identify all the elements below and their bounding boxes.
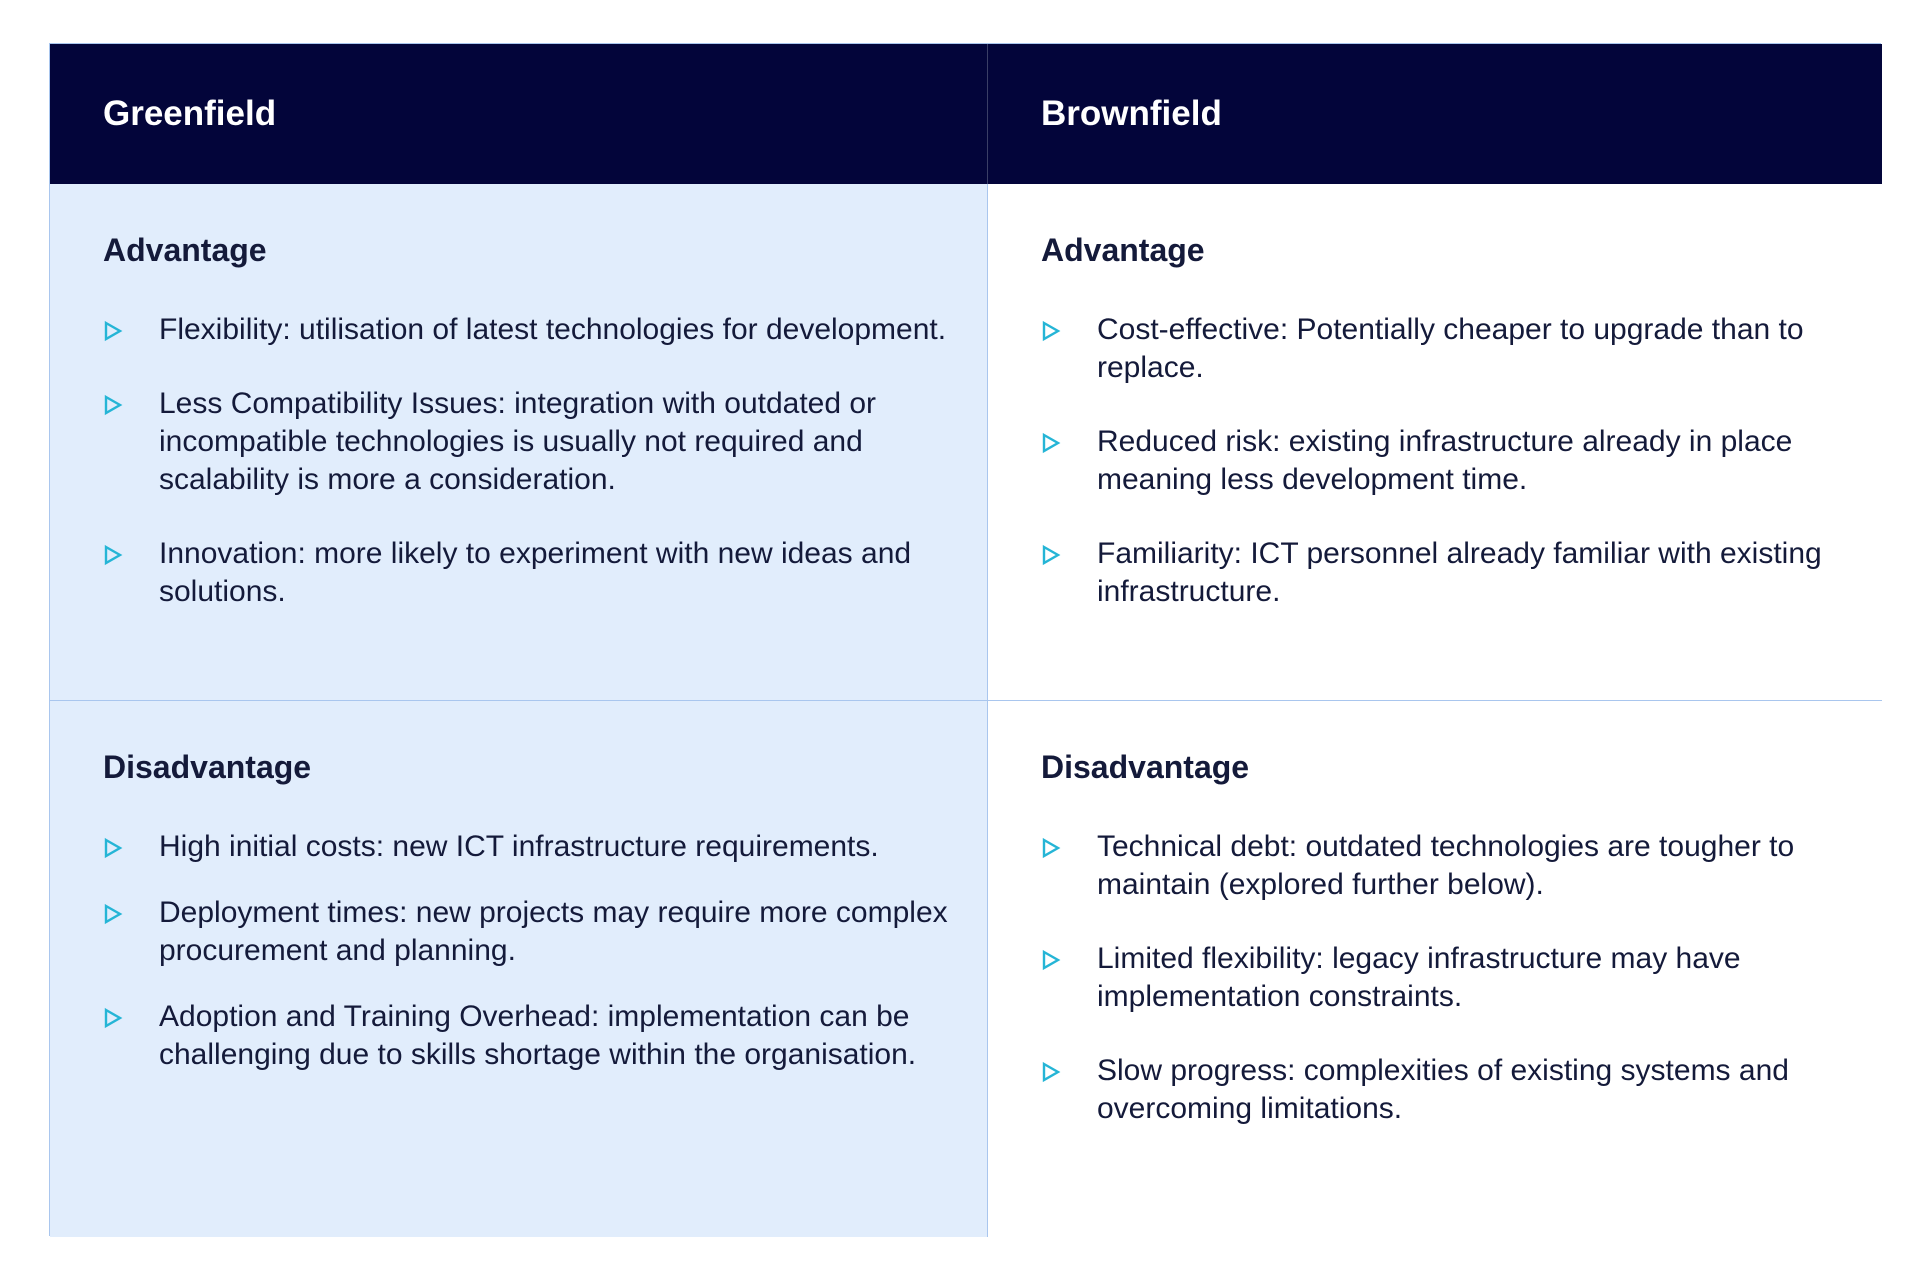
triangle-right-outline-icon	[1041, 828, 1097, 859]
triangle-right-outline-icon	[1041, 535, 1097, 566]
list-item-text: Less Compatibility Issues: integration with outdated or incompatible technologies is usually not required and scalability is more a consideration.	[159, 386, 877, 496]
brownfield-disadvantage-cell	[988, 701, 1882, 1237]
list-item-text: Innovation: more likely to experiment with new ideas and solutions.	[159, 536, 912, 608]
list-item	[1041, 535, 1864, 611]
header-brownfield: Brownfield	[988, 44, 1882, 184]
triangle-right-outline-icon	[103, 311, 159, 342]
header-greenfield: Greenfield	[50, 44, 988, 184]
section-title: Disadvantage	[103, 749, 312, 785]
list-item-text: Reduced risk: existing infrastructure already in place meaning less development time.	[1097, 424, 1793, 496]
triangle-right-outline-icon	[103, 535, 159, 566]
list-item	[103, 894, 969, 970]
list-item-text: Flexibility: utilisation of latest technologies for development.	[159, 312, 947, 346]
list-item-text: Familiarity: ICT personnel already familiar with existing infrastructure.	[1097, 536, 1822, 608]
list-item	[1041, 828, 1864, 904]
list-item-text: Deployment times: new projects may require more complex procurement and planning.	[159, 895, 948, 967]
list-item-text: Technical debt: outdated technologies are tougher to maintain (explored further below).	[1097, 829, 1795, 901]
bullet-list	[103, 311, 969, 611]
bullet-list	[1041, 828, 1864, 1128]
triangle-right-outline-icon	[1041, 940, 1097, 971]
list-item-text: Cost-effective: Potentially cheaper to upgrade than to replace.	[1097, 312, 1804, 384]
section-title: Advantage	[103, 232, 267, 268]
bullet-list	[103, 828, 969, 1074]
list-item	[103, 998, 969, 1074]
brownfield-advantage-cell	[988, 184, 1882, 701]
triangle-right-outline-icon	[103, 828, 159, 859]
list-item	[103, 828, 969, 866]
list-item	[1041, 1052, 1864, 1128]
triangle-right-outline-icon	[103, 385, 159, 416]
triangle-right-outline-icon	[1041, 423, 1097, 454]
list-item	[103, 311, 969, 349]
list-item-text: High initial costs: new ICT infrastructure requirements.	[159, 829, 879, 863]
list-item	[1041, 940, 1864, 1016]
section-title: Disadvantage	[1041, 749, 1250, 785]
triangle-right-outline-icon	[1041, 1052, 1097, 1083]
list-item-text: Limited flexibility: legacy infrastructure may have implementation constraints.	[1097, 941, 1741, 1013]
triangle-right-outline-icon	[103, 998, 159, 1029]
section-title: Advantage	[1041, 232, 1205, 268]
list-item	[1041, 311, 1864, 387]
list-item	[1041, 423, 1864, 499]
greenfield-advantage-cell	[50, 184, 988, 701]
triangle-right-outline-icon	[1041, 311, 1097, 342]
bullet-list	[1041, 311, 1864, 611]
greenfield-disadvantage-cell	[50, 701, 988, 1237]
comparison-table	[49, 43, 1881, 1236]
triangle-right-outline-icon	[103, 894, 159, 925]
list-item-text: Slow progress: complexities of existing systems and overcoming limitations.	[1097, 1053, 1789, 1125]
list-item-text: Adoption and Training Overhead: implementation can be challenging due to skills shortage within the organisation.	[159, 999, 917, 1071]
list-item	[103, 535, 969, 611]
list-item	[103, 385, 969, 499]
